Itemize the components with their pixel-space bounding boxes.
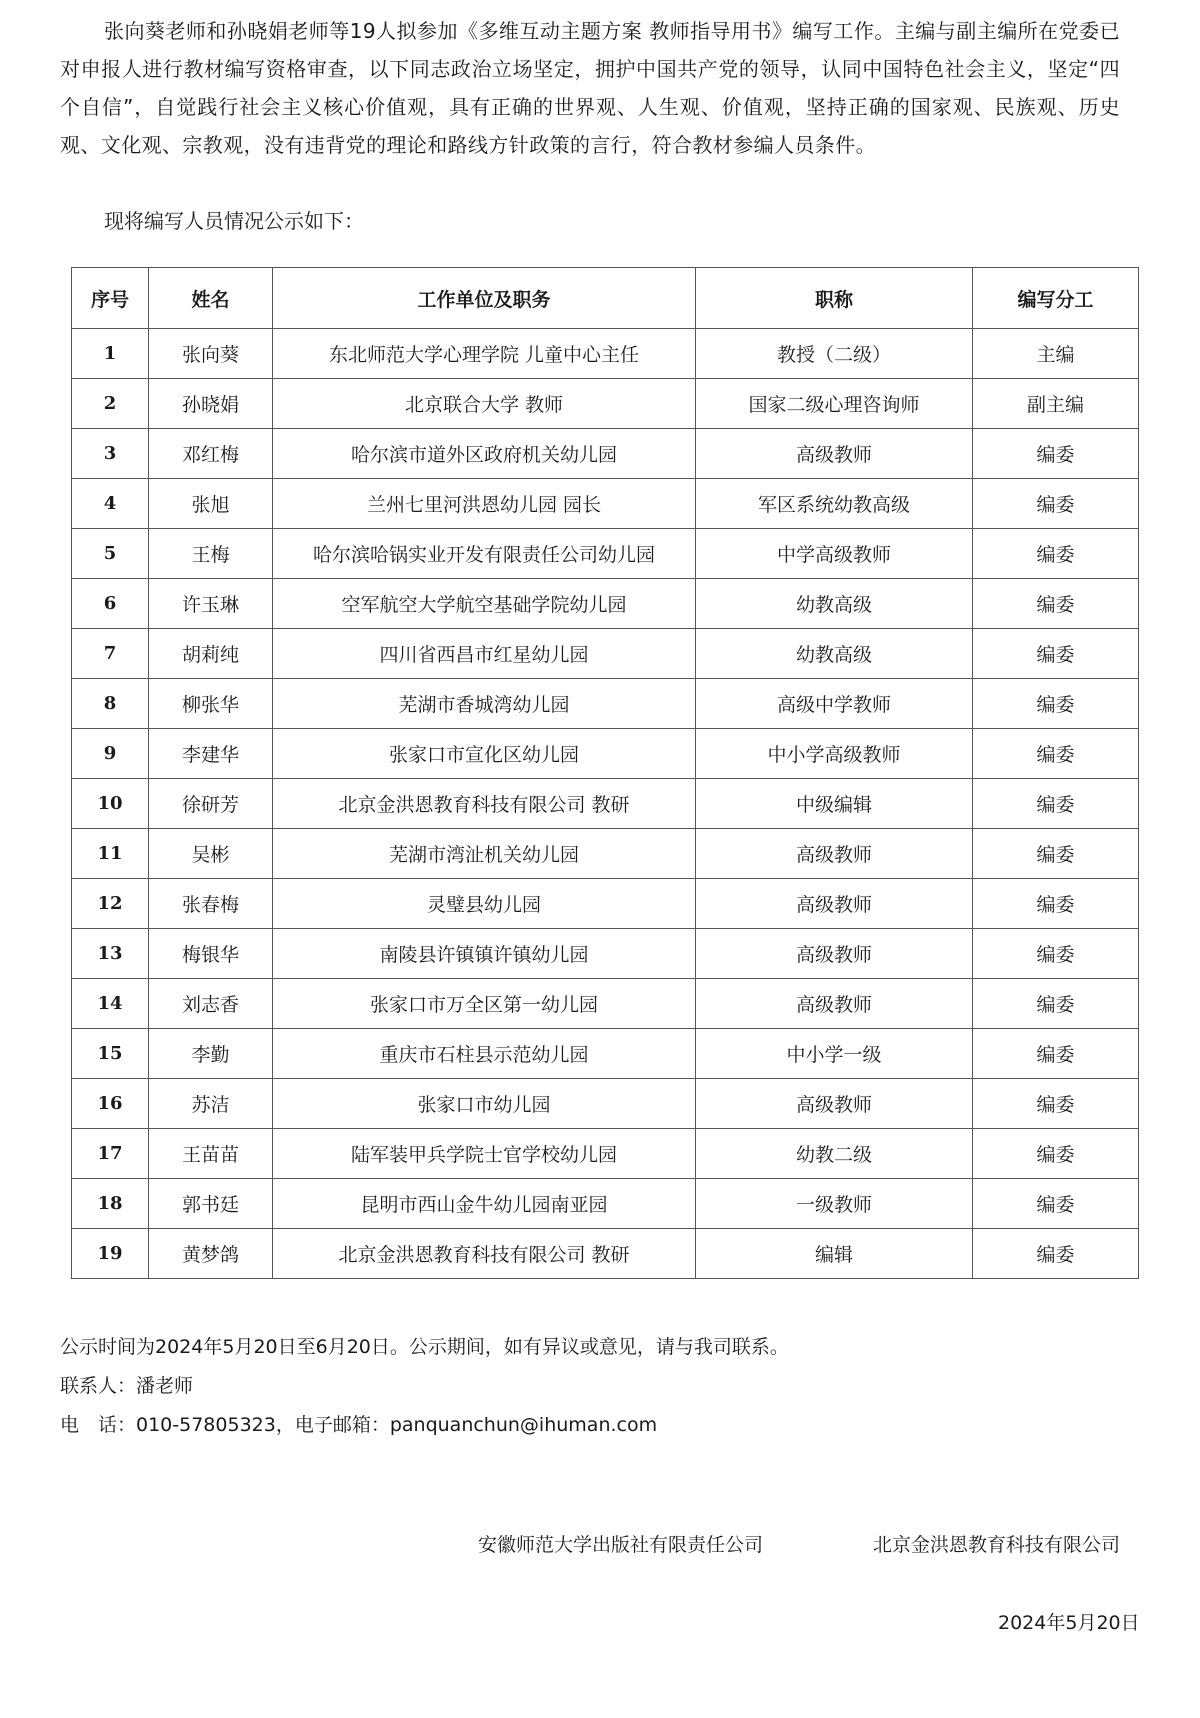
- cell-title: 军区系统幼教高级: [696, 479, 973, 529]
- signature-date: 2024年5月20日: [998, 1612, 1140, 1634]
- table-row: [72, 729, 1139, 779]
- cell-name: 王苗苗: [149, 1129, 273, 1179]
- intro-paragraph: 张向葵老师和孙晓娟老师等19人拟参加《多维互动主题方案 教师指导用书》编写工作。主编与副主编所在党委已对申报人进行教材编写资格审查，以下同志政治立场坚定，拥护中国共产党的领导，认同中国特色社会主义，坚定“四个自信”，自觉践行社会主义核心价值观，具有正确的世界观、人生观、价值观，坚持正确的国家观、民族观、历史观、文化观、宗教观，没有违背党的理论和路线方针政策的言行，符合教材参编人员条件。: [60, 19, 1120, 157]
- cell-workplace: 张家口市宣化区幼儿园: [273, 729, 696, 779]
- cell-title: 幼教二级: [696, 1129, 973, 1179]
- cell-role: 编委: [973, 1079, 1139, 1129]
- cell-role: 编委: [973, 879, 1139, 929]
- table-row: [72, 679, 1139, 729]
- cell-name: 张旭: [149, 479, 273, 529]
- lead-in-line: 现将编写人员情况公示如下：: [104, 209, 364, 233]
- cell-title: 幼教高级: [696, 579, 973, 629]
- cell-workplace: 张家口市幼儿园: [273, 1079, 696, 1129]
- cell-role: 编委: [973, 429, 1139, 479]
- table-row: [72, 1129, 1139, 1179]
- table-row: [72, 529, 1139, 579]
- cell-index: 4: [72, 479, 149, 529]
- cell-workplace: 灵璧县幼儿园: [273, 879, 696, 929]
- table-row: [72, 979, 1139, 1029]
- cell-title: 中级编辑: [696, 779, 973, 829]
- cell-workplace: 北京联合大学 教师: [273, 379, 696, 429]
- cell-role: 副主编: [973, 379, 1139, 429]
- cell-name: 苏洁: [149, 1079, 273, 1129]
- cell-workplace: 兰州七里河洪恩幼儿园 园长: [273, 479, 696, 529]
- cell-index: 17: [72, 1129, 149, 1179]
- notice-phone-email: 电 话：010-57805323，电子邮箱：panquanchun@ihuman.com: [60, 1414, 658, 1436]
- notice-contact: 联系人：潘老师: [60, 1375, 194, 1397]
- cell-workplace: 北京金洪恩教育科技有限公司 教研: [273, 1229, 696, 1279]
- header-workplace: 工作单位及职务: [273, 268, 696, 329]
- editor-roster-table: [71, 267, 1139, 1279]
- cell-name: 王梅: [149, 529, 273, 579]
- cell-index: 16: [72, 1079, 149, 1129]
- table-row: [72, 629, 1139, 679]
- cell-index: 19: [72, 1229, 149, 1279]
- table-body: [72, 329, 1139, 1279]
- cell-index: 6: [72, 579, 149, 629]
- table-row: [72, 579, 1139, 629]
- cell-index: 2: [72, 379, 149, 429]
- cell-role: 编委: [973, 629, 1139, 679]
- cell-role: 编委: [973, 529, 1139, 579]
- cell-name: 刘志香: [149, 979, 273, 1029]
- table-row: [72, 829, 1139, 879]
- cell-workplace: 南陵县许镇镇许镇幼儿园: [273, 929, 696, 979]
- cell-name: 徐研芳: [149, 779, 273, 829]
- cell-role: 编委: [973, 729, 1139, 779]
- table-row: [72, 379, 1139, 429]
- cell-name: 黄梦鸽: [149, 1229, 273, 1279]
- cell-name: 柳张华: [149, 679, 273, 729]
- cell-workplace: 张家口市万全区第一幼儿园: [273, 979, 696, 1029]
- header-row: [72, 268, 1139, 329]
- cell-name: 梅银华: [149, 929, 273, 979]
- cell-workplace: 芜湖市香城湾幼儿园: [273, 679, 696, 729]
- cell-title: 高级教师: [696, 429, 973, 479]
- header-name: 姓名: [149, 268, 273, 329]
- cell-index: 10: [72, 779, 149, 829]
- table-row: [72, 1179, 1139, 1229]
- table-row: [72, 879, 1139, 929]
- cell-title: 幼教高级: [696, 629, 973, 679]
- cell-name: 张向葵: [149, 329, 273, 379]
- cell-workplace: 芜湖市湾沚机关幼儿园: [273, 829, 696, 879]
- cell-workplace: 东北师范大学心理学院 儿童中心主任: [273, 329, 696, 379]
- header-role: 编写分工: [973, 268, 1139, 329]
- cell-name: 李勤: [149, 1029, 273, 1079]
- signature-org-2: 北京金洪恩教育科技有限公司: [873, 1534, 1121, 1556]
- cell-role: 编委: [973, 1179, 1139, 1229]
- cell-workplace: 昆明市西山金牛幼儿园南亚园: [273, 1179, 696, 1229]
- cell-index: 1: [72, 329, 149, 379]
- table-row: [72, 329, 1139, 379]
- cell-name: 郭书廷: [149, 1179, 273, 1229]
- table-row: [72, 1229, 1139, 1279]
- cell-title: 高级教师: [696, 979, 973, 1029]
- cell-name: 许玉琳: [149, 579, 273, 629]
- cell-index: 5: [72, 529, 149, 579]
- cell-role: 编委: [973, 979, 1139, 1029]
- cell-role: 编委: [973, 1029, 1139, 1079]
- cell-index: 15: [72, 1029, 149, 1079]
- cell-role: 编委: [973, 479, 1139, 529]
- cell-name: 李建华: [149, 729, 273, 779]
- cell-title: 编辑: [696, 1229, 973, 1279]
- signature-org-1: 安徽师范大学出版社有限责任公司: [478, 1534, 764, 1556]
- cell-title: 国家二级心理咨询师: [696, 379, 973, 429]
- table-row: [72, 1079, 1139, 1129]
- header-title: 职称: [696, 268, 973, 329]
- header-index: 序号: [72, 268, 149, 329]
- cell-workplace: 北京金洪恩教育科技有限公司 教研: [273, 779, 696, 829]
- table-header: [72, 268, 1139, 329]
- cell-title: 中小学一级: [696, 1029, 973, 1079]
- cell-workplace: 哈尔滨哈锅实业开发有限责任公司幼儿园: [273, 529, 696, 579]
- cell-index: 9: [72, 729, 149, 779]
- notice-period: 公示时间为2024年5月20日至6月20日。公示期间，如有异议或意见，请与我司联系。: [60, 1336, 789, 1358]
- table-row: [72, 429, 1139, 479]
- cell-name: 胡莉纯: [149, 629, 273, 679]
- cell-role: 编委: [973, 579, 1139, 629]
- cell-title: 中学高级教师: [696, 529, 973, 579]
- cell-role: 编委: [973, 1229, 1139, 1279]
- cell-index: 11: [72, 829, 149, 879]
- cell-title: 高级教师: [696, 929, 973, 979]
- cell-workplace: 四川省西昌市红星幼儿园: [273, 629, 696, 679]
- cell-name: 吴彬: [149, 829, 273, 879]
- cell-role: 编委: [973, 679, 1139, 729]
- cell-role: 编委: [973, 829, 1139, 879]
- cell-index: 13: [72, 929, 149, 979]
- cell-workplace: 空军航空大学航空基础学院幼儿园: [273, 579, 696, 629]
- cell-role: 编委: [973, 929, 1139, 979]
- cell-index: 8: [72, 679, 149, 729]
- cell-title: 一级教师: [696, 1179, 973, 1229]
- cell-workplace: 陆军装甲兵学院士官学校幼儿园: [273, 1129, 696, 1179]
- cell-title: 教授（二级）: [696, 329, 973, 379]
- cell-name: 张春梅: [149, 879, 273, 929]
- cell-index: 14: [72, 979, 149, 1029]
- table-row: [72, 929, 1139, 979]
- cell-name: 孙晓娟: [149, 379, 273, 429]
- cell-role: 编委: [973, 779, 1139, 829]
- table-row: [72, 479, 1139, 529]
- table-row: [72, 779, 1139, 829]
- cell-title: 中小学高级教师: [696, 729, 973, 779]
- cell-index: 12: [72, 879, 149, 929]
- table-row: [72, 1029, 1139, 1079]
- cell-index: 18: [72, 1179, 149, 1229]
- cell-title: 高级教师: [696, 829, 973, 879]
- cell-name: 邓红梅: [149, 429, 273, 479]
- cell-title: 高级教师: [696, 1079, 973, 1129]
- cell-role: 编委: [973, 1129, 1139, 1179]
- cell-workplace: 哈尔滨市道外区政府机关幼儿园: [273, 429, 696, 479]
- cell-title: 高级教师: [696, 879, 973, 929]
- cell-index: 7: [72, 629, 149, 679]
- cell-index: 3: [72, 429, 149, 479]
- cell-workplace: 重庆市石柱县示范幼儿园: [273, 1029, 696, 1079]
- cell-title: 高级中学教师: [696, 679, 973, 729]
- cell-role: 主编: [973, 329, 1139, 379]
